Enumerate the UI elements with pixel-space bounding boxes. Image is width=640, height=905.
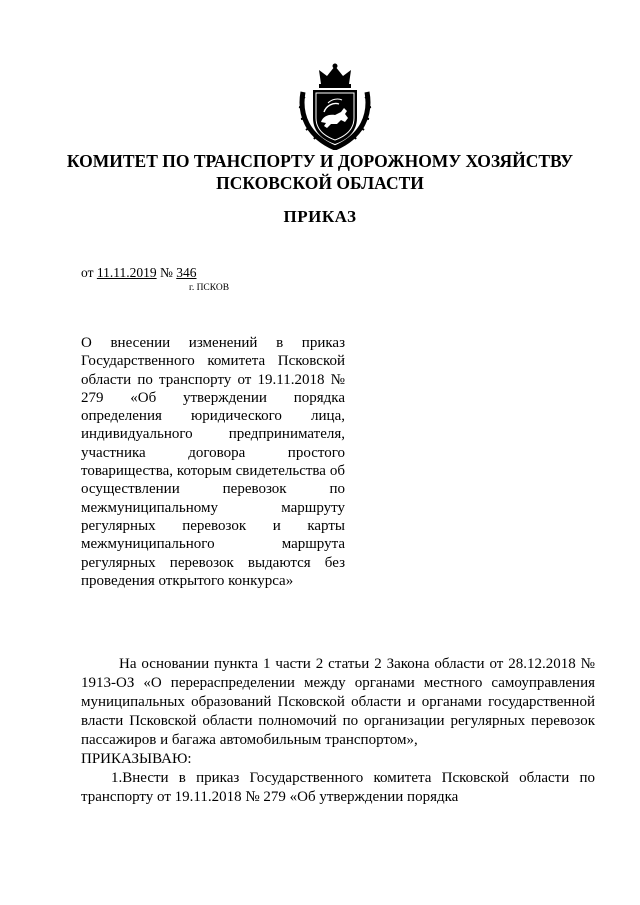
order-date: 11.11.2019 [96, 265, 157, 280]
city-label: г. ПСКОВ [189, 283, 230, 293]
body-paragraph: На основании пункта 1 части 2 статьи 2 Закона области от 28.12.2018 № 1913-ОЗ «О перераспределении между органами местного самоуправления муниципальных образований Псковской области и органами государственной власти Псковской области полномочий по организации регулярных перевозок пассажиров и багажа автомобильным транспортом», [81, 656, 595, 748]
date-prefix: от [81, 265, 94, 280]
order-number: 346 [176, 265, 197, 280]
order-item-1: 1.Внести в приказ Государственного комитета Псковской области по транспорту от 19.11.2018 № 279 «Об утверждении порядка [81, 770, 595, 805]
organization-name-line1: КОМИТЕТ ПО ТРАНСПОРТУ И ДОРОЖНОМУ ХОЗЯЙСТВУ [66, 151, 574, 171]
order-subject: О внесении изменений в приказ Государственного комитета Псковской области по транспорту от 19.11.2018 № 279 «Об утверждении порядка определения юридического лица, индивидуального предпринимателя, участника договора простого товарищества, которым свидетельства об осуществлении перевозок по межмуниципальному маршруту регулярных перевозок и карты межмуниципального маршрута регулярных перевозок выдаются без проведения открытого конкурса» [81, 335, 345, 589]
document-type: ПРИКАЗ [283, 207, 357, 226]
order-directive: ПРИКАЗЫВАЮ: [81, 751, 192, 767]
date-number-line [81, 265, 197, 281]
number-sign: № [159, 265, 173, 280]
organization-name [60, 150, 580, 194]
coat-of-arms-icon [297, 62, 373, 150]
order-body [81, 655, 595, 807]
organization-name-line2: ПСКОВСКОЙ ОБЛАСТИ [216, 173, 424, 193]
